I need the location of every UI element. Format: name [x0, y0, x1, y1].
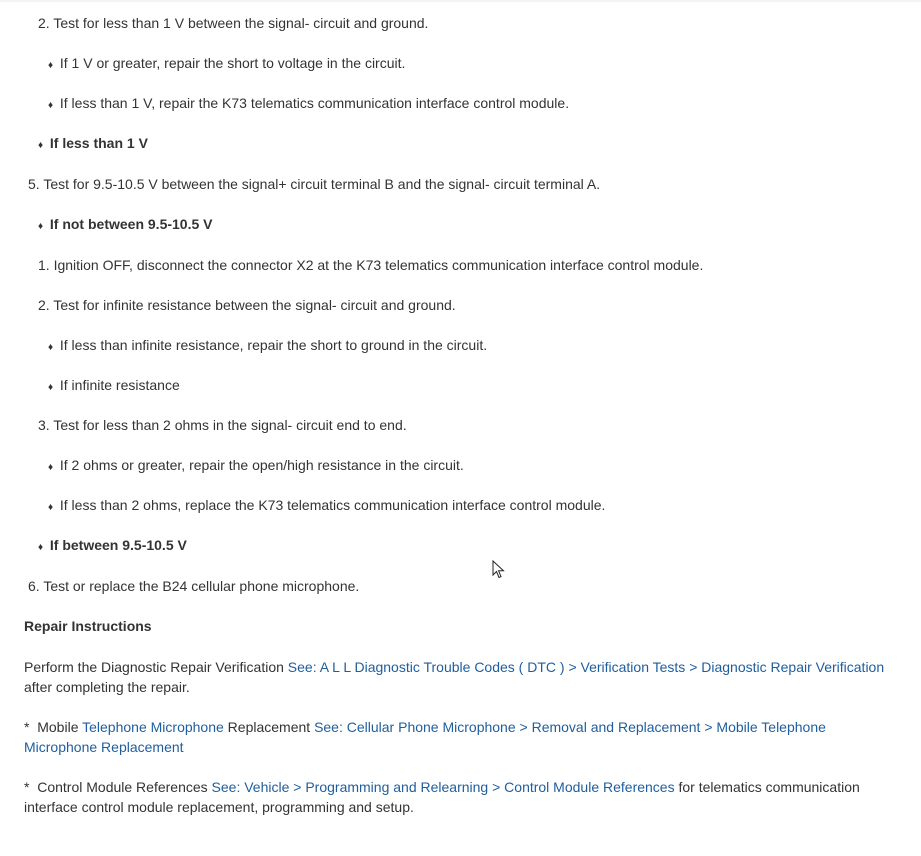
list-item: ♦ If less than 2 ohms, replace the K73 telematics communication interface control module. [48, 496, 605, 517]
step-item: 5. Test for 9.5-10.5 V between the signal+ circuit terminal B and the signal- circuit terminal A. [28, 176, 601, 192]
condition-heading: ♦ If less than 1 V [38, 134, 148, 155]
top-divider [0, 0, 921, 2]
diamond-bullet-icon: ♦ [48, 342, 54, 353]
repair-paragraph-1-tail: after completing the repair. [24, 679, 190, 695]
list-item: ♦ If 1 V or greater, repair the short to voltage in the circuit. [48, 54, 405, 75]
microphone-replacement-link[interactable]: See: Cellular Phone Microphone > Removal and Replacement > Mobile Telephone [314, 719, 826, 735]
diamond-bullet-icon: ♦ [48, 502, 54, 513]
step-item: 1. Ignition OFF, disconnect the connector X2 at the K73 telematics communication interface control module. [38, 257, 704, 273]
diamond-bullet-icon: ♦ [38, 542, 44, 553]
repair-paragraph-2: * Mobile Telephone Microphone Replacement See: Cellular Phone Microphone > Removal and Replacement > Mobile Telephone [24, 719, 826, 735]
diamond-bullet-icon: ♦ [48, 100, 54, 111]
repair-paragraph-3: * Control Module References See: Vehicle > Programming and Relearning > Control Module References for telematics communication [24, 779, 860, 795]
diamond-bullet-icon: ♦ [48, 60, 54, 71]
control-module-references-link[interactable]: See: Vehicle > Programming and Relearning > Control Module References [211, 779, 675, 795]
condition-heading: ♦ If not between 9.5-10.5 V [38, 215, 213, 236]
list-item: ♦ If infinite resistance [48, 376, 180, 397]
step-item: 6. Test or replace the B24 cellular phone microphone. [28, 578, 360, 594]
mouse-cursor-icon [492, 560, 506, 580]
telephone-microphone-link[interactable]: Telephone Microphone [82, 719, 224, 735]
repair-instructions-heading: Repair Instructions [24, 618, 152, 634]
list-item: ♦ If 2 ohms or greater, repair the open/high resistance in the circuit. [48, 456, 464, 477]
diamond-bullet-icon: ♦ [48, 382, 54, 393]
repair-paragraph-1: Perform the Diagnostic Repair Verification See: A L L Diagnostic Trouble Codes ( DTC ) > Verification Tests > Diagnostic Repair Verification [24, 659, 885, 675]
diamond-bullet-icon: ♦ [38, 140, 44, 151]
step-item: 2. Test for less than 1 V between the signal- circuit and ground. [38, 15, 429, 31]
diagnostic-repair-verification-link[interactable]: See: A L L Diagnostic Trouble Codes ( DTC ) > Verification Tests > Diagnostic Repair Verification [287, 659, 885, 675]
diamond-bullet-icon: ♦ [48, 462, 54, 473]
step-item: 3. Test for less than 2 ohms in the signal- circuit end to end. [38, 417, 407, 433]
list-item: ♦ If less than infinite resistance, repair the short to ground in the circuit. [48, 336, 487, 357]
condition-heading: ♦ If between 9.5-10.5 V [38, 536, 187, 557]
step-item: 2. Test for infinite resistance between the signal- circuit and ground. [38, 297, 456, 313]
list-item: ♦ If less than 1 V, repair the K73 telematics communication interface control module. [48, 94, 569, 115]
diamond-bullet-icon: ♦ [38, 221, 44, 232]
repair-paragraph-2-tail [24, 738, 184, 756]
repair-paragraph-3-tail: interface control module replacement, programming and setup. [24, 799, 414, 815]
microphone-replacement-link-cont[interactable]: Microphone Replacement [24, 739, 184, 755]
